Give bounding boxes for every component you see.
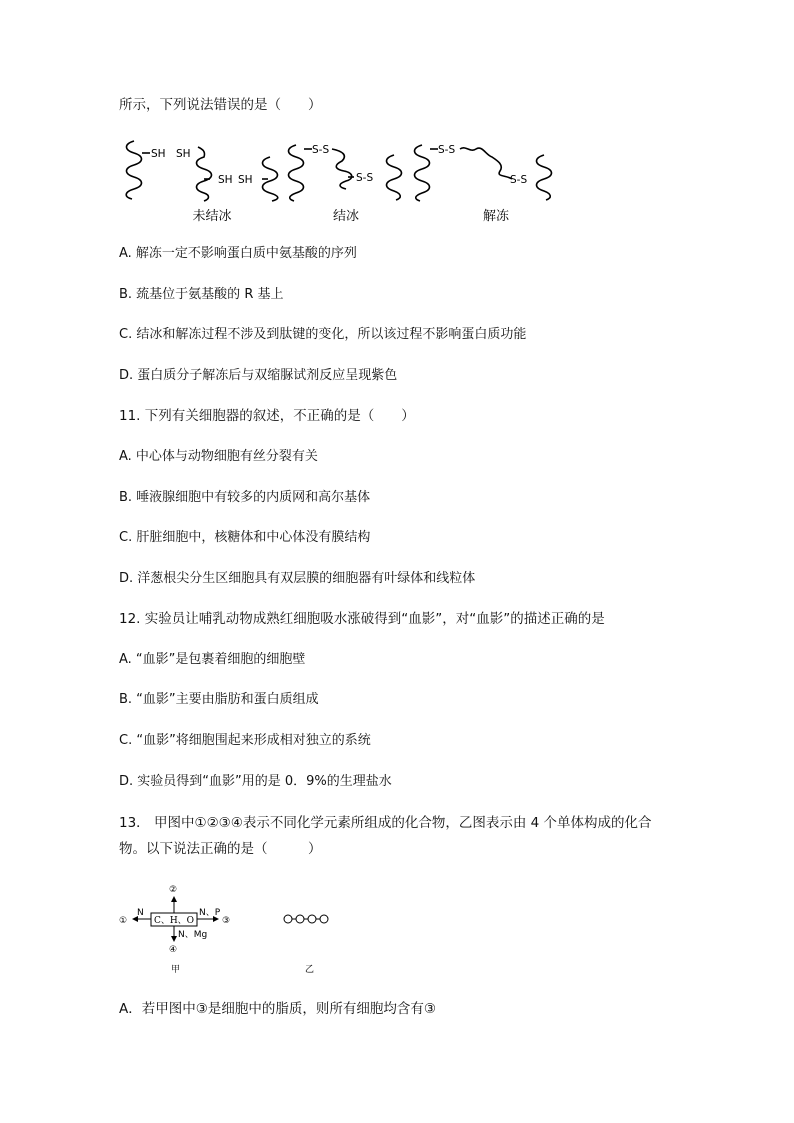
q12-option-c: C. “血影”将细胞围起来形成相对独立的系统 (119, 733, 371, 748)
q13-stem-line2: 物。以下说法正确的是（ ） (119, 841, 322, 857)
q11-option-a: A. 中心体与动物细胞有丝分裂有关 (119, 449, 318, 464)
q12-option-d: D. 实验员得到“血影”用的是 0．9%的生理盐水 (119, 774, 392, 789)
q11-option-c: C. 肝脏细胞中，核糖体和中心体没有膜结构 (119, 530, 371, 545)
protein-freeze-thaw-figure (120, 135, 560, 230)
caption-thawed: 解冻 (482, 209, 510, 224)
sh-label: SH (218, 174, 233, 186)
protein-coil (332, 149, 352, 189)
q10-option-b: B. 巯基位于氨基酸的 R 基上 (119, 287, 284, 302)
element-box-text: C、H、O (153, 916, 195, 926)
caption-unfrozen: 未结冰 (192, 209, 232, 224)
compound-3-label: ③ (222, 916, 231, 926)
q13-option-a: A．若甲图中③是细胞中的脂质，则所有细胞均含有③ (119, 1001, 436, 1017)
q13-stem-line1: 13． 甲图中①②③④表示不同化学元素所组成的化合物，乙图表示由 4 个单体构成的化合 (119, 815, 652, 831)
arrow-left-label: N (137, 908, 144, 918)
monomer (296, 915, 304, 923)
monomer (320, 915, 328, 923)
q10-stem: 所示，下列说法错误的是（ ） (119, 97, 322, 113)
protein-coil (126, 141, 141, 199)
protein-coil (197, 147, 212, 201)
sh-label: SH (176, 148, 191, 160)
protein-coil (415, 145, 430, 201)
caption-jia: 甲 (171, 965, 181, 975)
q11-stem: 11. 下列有关细胞器的叙述，不正确的是（ ） (119, 408, 415, 424)
q12-option-b: B. “血影”主要由脂肪和蛋白质组成 (119, 692, 319, 707)
q10-option-a: A. 解冻一定不影响蛋白质中氨基酸的序列 (119, 246, 357, 261)
protein-coil (387, 155, 402, 200)
monomer (308, 915, 316, 923)
caption-yi: 乙 (305, 965, 315, 975)
q10-option-d: D. 蛋白质分子解冻后与双缩脲试剂反应呈现紫色 (119, 368, 398, 383)
arrow-right-label: N、P (199, 908, 221, 918)
q11-option-d: D. 洋葱根尖分生区细胞具有双层膜的细胞器有叶绿体和线粒体 (119, 571, 476, 586)
disulfide-label: S-S (356, 172, 374, 184)
protein-coil (289, 145, 304, 201)
compound-2-label: ② (169, 885, 178, 895)
sh-label: SH (151, 148, 166, 160)
protein-chain (460, 148, 512, 179)
sh-label: SH (238, 174, 253, 186)
compound-4-label: ④ (169, 945, 178, 955)
monomer (284, 915, 292, 923)
q12-stem: 12. 实验员让哺乳动物成熟红细胞吸水涨破得到“血影”，对“血影”的描述正确的是 (119, 611, 605, 627)
q10-option-c: C. 结冰和解冻过程不涉及到肽键的变化，所以该过程不影响蛋白质功能 (119, 327, 527, 342)
monomer-chain (284, 915, 328, 923)
arrow-down-label: N、Mg (178, 930, 208, 940)
caption-frozen: 结冰 (332, 209, 360, 224)
q12-option-a: A. “血影”是包裹着细胞的细胞壁 (119, 652, 306, 667)
element-compound-figure (115, 878, 355, 978)
compound-1-label: ① (119, 916, 128, 926)
q11-option-b: B. 唾液腺细胞中有较多的内质网和高尔基体 (119, 490, 371, 505)
disulfide-label: S-S (438, 144, 456, 156)
disulfide-label: S-S (510, 174, 528, 186)
disulfide-label: S-S (312, 144, 330, 156)
protein-coil (537, 155, 552, 200)
